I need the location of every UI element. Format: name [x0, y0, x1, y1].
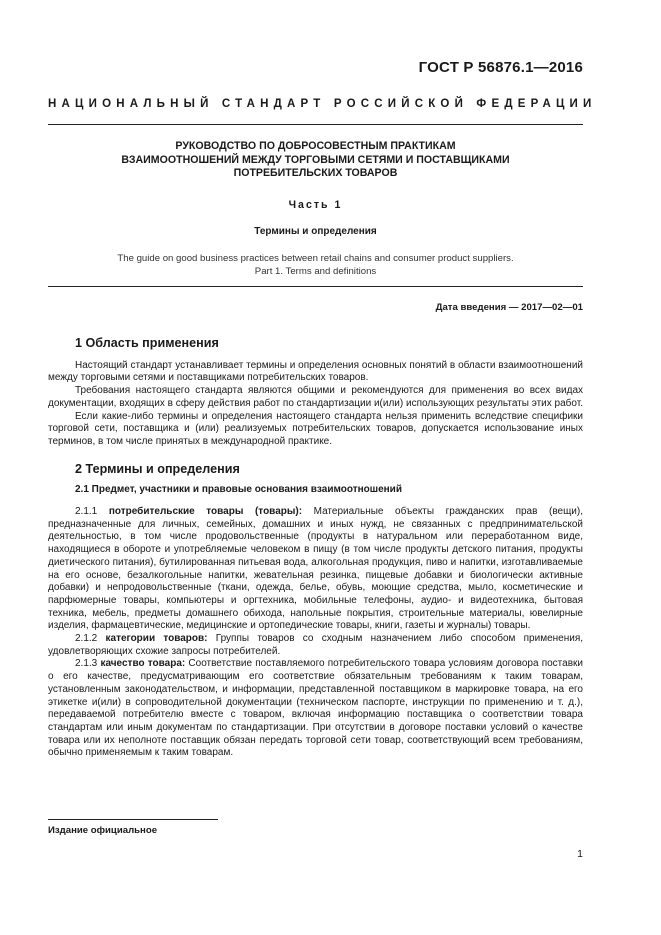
subsection-2-1-heading: 2.1 Предмет, участники и правовые основания взаимоотношений [75, 484, 402, 496]
english-title [48, 253, 583, 278]
section-1-heading: 1 Область применения [75, 336, 219, 350]
header-divider [48, 124, 583, 125]
standard-designation: ГОСТ Р 56876.1—2016 [418, 59, 583, 76]
part-label: Часть 1 [288, 199, 343, 211]
term-entry-2-1-1 [48, 506, 583, 633]
term-definition: Группы товаров со сходным назначением либо способом применения, удовлетворяющих схожие запросы потребителей. [48, 633, 584, 657]
section-2-heading: 2 Термины и определения [75, 461, 240, 476]
page-number: 1 [577, 848, 583, 860]
section-1-paragraph-3: Если какие-либо термины и определения настоящего стандарта нельзя применить вследствие специфики торговой сети, поставщика и (или) реализуемых потребительских товаров, допускается использование иных терминов, в том числе принятых в международной практике. [48, 410, 583, 447]
footer-divider [48, 819, 218, 820]
term-number: 2.1.2 [75, 633, 98, 645]
section-1-paragraph-2: Требования настоящего стандарта являются общими и рекомендуются для применения во всех видах документации, входящих в сферу действия работ по стандартизации и(или) использующих результаты этих работ. [48, 385, 583, 409]
title-line-2: ВЗАИМООТНОШЕНИЙ МЕЖДУ ТОРГОВЫМИ СЕТЯМИ И ПОСТАВЩИКАМИ [121, 153, 510, 166]
section-1-paragraph-1: Настоящий стандарт устанавливает термины и определения основных понятий в области взаимоотношений между торговыми сетями и поставщиками потребительских товаров. [48, 359, 583, 384]
effective-date: Дата введения — 2017—02—01 [435, 302, 583, 313]
term-number: 2.1.1 [75, 506, 98, 518]
title-line-1: РУКОВОДСТВО ПО ДОБРОСОВЕСТНЫМ ПРАКТИКАМ [175, 140, 456, 152]
term-entry-2-1-2 [48, 633, 583, 658]
term-entry-2-1-3 [48, 658, 583, 760]
english-title-line-2: Part 1. Terms and definitions [254, 265, 377, 277]
term-definition: Соответствие поставляемого потребительского товара условиям договора поставки о его качестве, предусматривающим его соответствие обязательным требованиям к таким товарам, установленным законодательством, и информации, представленной поставщиком в маркировке товара, на его этикетке и(или) в сопроводительной документации (техническом паспорте, инструкции по применению и т. д.), передаваемой потребителю вместе с товаром, включая информацию поставщика о соответствии товара стандартам или иным документам по стандартизации. При отсутствии в договоре поставки условий о качестве товара или их неполноте поставщик обязан передать торговой сети товар, соответствующий всем требованиям, обычно применяемым к таким товарам. [48, 658, 583, 759]
term-definition: Материальные объекты гражданских прав (вещи), предназначенные для личных, семейных, домашних и иных нужд, не связанных с предпринимательской деятельностью, в том числе продовольственные (продукты в натуральном или переработанном виде, находящиеся в обороте и употребляемые человеком в пищу (в том числе продукты детского питания, продукты диетического питания), бутилированная питьевая вода, алкогольная продукция, пиво и напитки, изготавливаемые на его основе, безалкогольные напитки, жевательная резинка, пищевые добавки и биологически активные добавки) и непродовольственные (ткани, одежда, белье, обувь, моющие средства, мыло, косметические и парфюмерные товары, компьютеры и оргтехника, мобильные телефоны, аудио- и видеотехника, бытовая техника, мебель, предметы домашнего обихода, напольные покрытия, строительные материалы, ювелирные изделия, фармацевтические, медицинские и ортопедические товары, книги, газеты и журналы) товары. [48, 506, 583, 632]
national-standard-heading: НАЦИОНАЛЬНЫЙ СТАНДАРТ РОССИЙСКОЙ ФЕДЕРАЦИИ [48, 98, 597, 110]
term-name: качество товара: [100, 658, 186, 670]
official-edition-label: Издание официальное [48, 825, 158, 836]
document-title [48, 140, 583, 181]
term-name: потребительские товары (товары): [108, 506, 303, 518]
part-subtitle: Термины и определения [254, 226, 377, 237]
term-name: категории товаров: [105, 633, 208, 645]
title-line-3: ПОТРЕБИТЕЛЬСКИХ ТОВАРОВ [233, 167, 398, 179]
title-divider [48, 286, 583, 287]
document-body [48, 337, 583, 760]
term-number: 2.1.3 [75, 658, 98, 670]
english-title-line-1: The guide on good business practices between retail chains and consumer product suppliers. [117, 253, 514, 264]
